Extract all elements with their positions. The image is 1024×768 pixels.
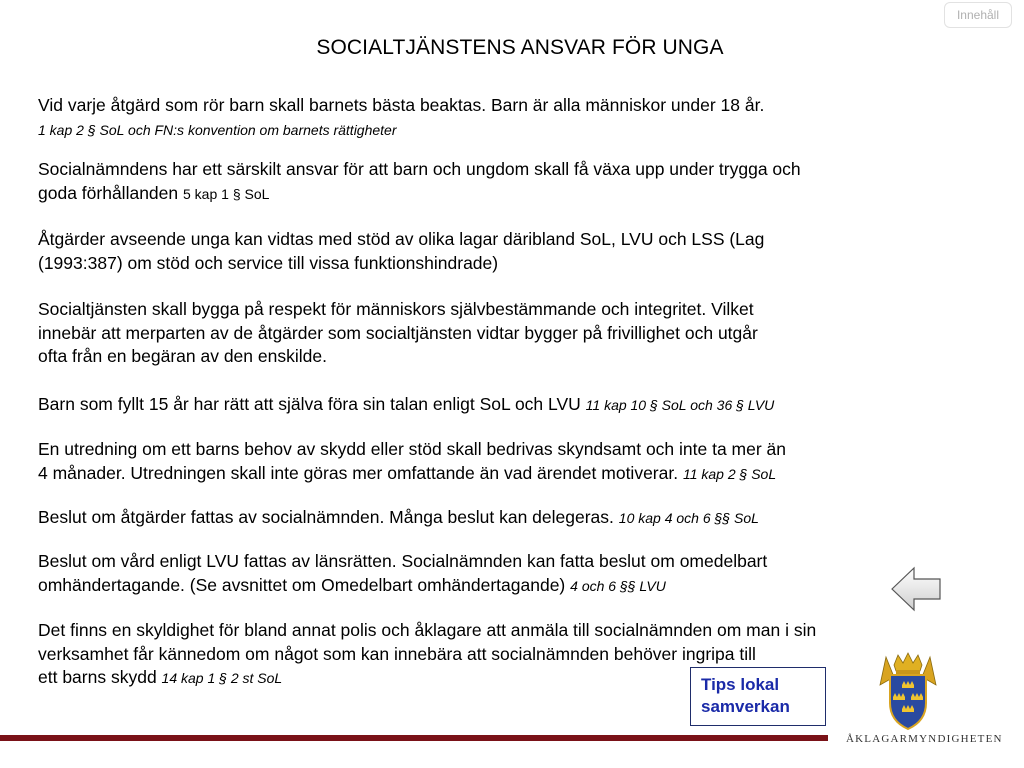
paragraph-age-15 <box>38 393 774 418</box>
law-reference: 11 kap 2 § SoL <box>682 465 777 482</box>
law-reference: 11 kap 10 § SoL och 36 § LVU <box>585 397 775 413</box>
paragraph-text: Beslut om vård enligt LVU fattas av länsrätten. Socialnämnden kan fatta beslut om omedelbart <box>38 551 768 571</box>
paragraph-text: Åtgärder avseende unga kan vidtas med stöd av olika lagar däribland SoL, LVU och LSS (Lag <box>38 229 765 249</box>
paragraph-text: goda förhållanden <box>38 182 179 203</box>
tips-label: samverkan <box>701 697 790 716</box>
tips-local-cooperation-button[interactable] <box>690 667 826 726</box>
law-reference: 1 kap 2 § SoL och FN:s konvention om barnets rättigheter <box>38 121 397 138</box>
paragraph-best-interest <box>38 94 764 142</box>
back-arrow-icon[interactable] <box>890 566 942 612</box>
law-reference: 5 kap 1 § SoL <box>183 185 270 202</box>
paragraph-lvu-care <box>38 550 767 598</box>
coat-of-arms-icon <box>872 651 944 733</box>
footer-divider <box>0 735 828 741</box>
paragraph-special-responsibility <box>38 158 801 206</box>
paragraph-text: omhändertagande. (Se avsnittet om Omedelbart omhändertagande) <box>38 574 566 595</box>
paragraph-text: ofta från en begäran av den enskilde. <box>38 346 327 366</box>
agency-logo-text: ÅKLAGARMYNDIGHETEN <box>846 733 1003 745</box>
paragraph-text: Socialnämndens har ett särskilt ansvar för att barn och ungdom skall få växa upp under trygga och <box>38 159 801 179</box>
page-title: SOCIALTJÄNSTENS ANSVAR FÖR UNGA <box>316 36 724 59</box>
paragraph-measures <box>38 228 764 275</box>
paragraph-text: verksamhet får kännedom om något som kan innebära att socialnämnden behöver ingripa till <box>38 643 756 664</box>
law-reference: 4 och 6 §§ LVU <box>570 577 666 594</box>
paragraph-text: Beslut om åtgärder fattas av socialnämnden. Många beslut kan delegeras. <box>38 507 614 527</box>
paragraph-text: Det finns en skyldighet för bland annat polis och åklagare att anmäla till socialnämnden om man i sin <box>38 620 817 640</box>
tips-label: Tips lokal <box>701 675 780 694</box>
paragraph-text: innebär att merparten av de åtgärder som socialtjänsten vidtar bygger på frivillighet och utgår <box>38 322 758 343</box>
paragraph-investigation <box>38 438 786 486</box>
paragraph-text: ett barns skydd <box>38 667 157 687</box>
paragraph-text: (1993:387) om stöd och service till vissa funktionshindrade) <box>38 252 499 273</box>
paragraph-text: En utredning om ett barns behov av skydd eller stöd skall bedrivas skyndsamt och inte ta mer än <box>38 439 787 459</box>
paragraph-text: Barn som fyllt 15 år har rätt att själva föra sin talan enligt SoL och LVU <box>38 394 581 414</box>
law-reference: 14 kap 1 § 2 st SoL <box>161 670 283 686</box>
paragraph-decisions <box>38 506 759 531</box>
law-reference: 10 kap 4 och 6 §§ SoL <box>618 510 759 526</box>
toc-button[interactable]: Innehåll <box>944 2 1012 28</box>
paragraph-text: Vid varje åtgärd som rör barn skall barnets bästa beaktas. Barn är alla människor under 18 år. <box>38 95 765 115</box>
paragraph-respect <box>38 298 758 369</box>
paragraph-text: 4 månader. Utredningen skall inte göras mer omfattande än vad ärendet motiverar. <box>38 462 679 483</box>
paragraph-text: Socialtjänsten skall bygga på respekt för människors självbestämmande och integritet. Vilket <box>38 299 754 319</box>
